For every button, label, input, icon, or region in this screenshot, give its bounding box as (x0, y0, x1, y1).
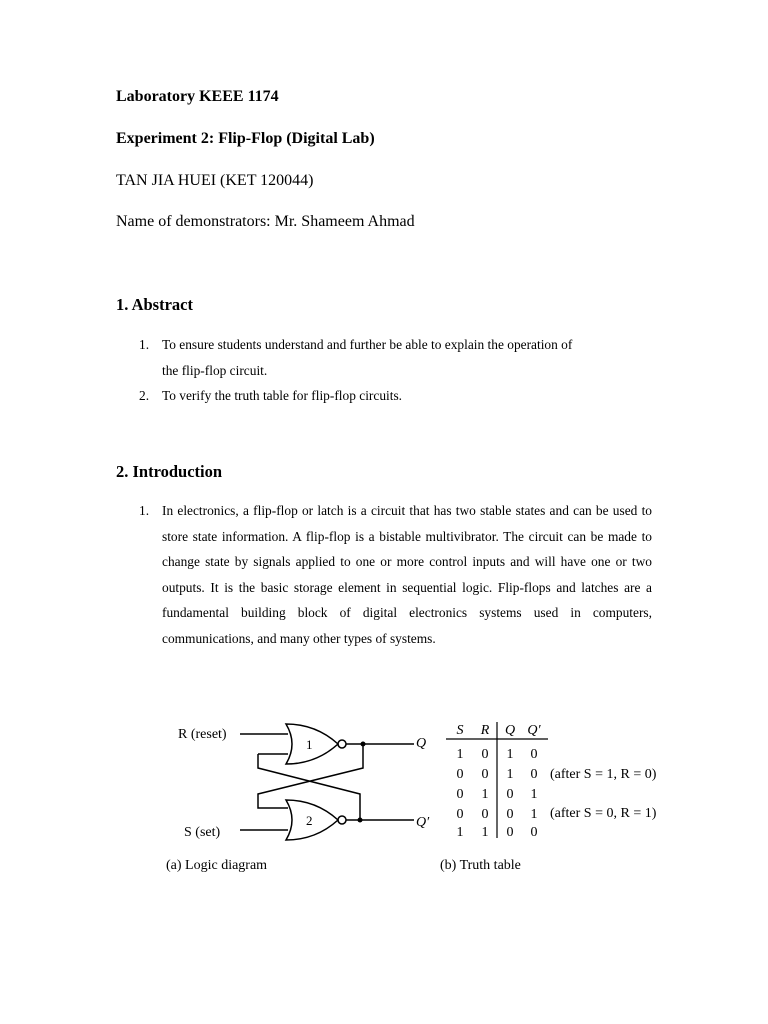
table-cell: 0 (530, 747, 538, 762)
table-note: (after S = 1, R = 0) (550, 767, 657, 782)
table-cell: 0 (456, 807, 464, 822)
experiment-title: Experiment 2: Flip-Flop (Digital Lab) (116, 130, 375, 147)
table-cell: 1 (481, 825, 489, 840)
table-cell: 0 (456, 767, 464, 782)
lab-title: Laboratory KEEE 1174 (116, 88, 279, 105)
table-cell: 1 (456, 825, 464, 840)
gate1-label: 1 (306, 737, 313, 752)
junction-dot (358, 818, 363, 823)
list-item-text: To ensure students understand and further be able to explain the operation of (162, 337, 573, 352)
table-note: (after S = 0, R = 1) (550, 806, 657, 821)
demonstrators-line: Name of demonstrators: Mr. Shameem Ahmad (116, 213, 415, 230)
table-cell: 0 (506, 807, 514, 822)
list-item-number: 2. (139, 388, 150, 403)
table-caption: (b) Truth table (440, 858, 521, 873)
table-cell: 0 (506, 787, 514, 802)
wire-q-feedback (258, 754, 360, 822)
table-cell: 0 (530, 825, 538, 840)
table-cell: 1 (506, 767, 514, 782)
list-item (116, 383, 656, 409)
table-cell: 1 (456, 747, 464, 762)
student-name: TAN JIA HUEI (KET 120044) (116, 172, 314, 189)
introduction-heading: 2. Introduction (116, 462, 223, 481)
gate1-bubble (338, 740, 346, 748)
gate2-label: 2 (306, 813, 313, 828)
introduction-list (116, 498, 652, 651)
list-item-number: 1. (139, 503, 150, 518)
table-cell: 0 (506, 825, 514, 840)
input-r-label: R (reset) (178, 727, 227, 742)
table-cell: 1 (506, 747, 514, 762)
table-cell: 0 (481, 767, 489, 782)
list-item-text: In electronics, a flip-flop or latch is a circuit that has two stable states and can be used to store state information. A flip-flop is a bistable multivibrator. The circuit can be made to change state by signals applied to one or more control inputs and will have one or two outputs. It is the basic storage element in sequential logic. Flip-flops and latches are a fundamental building block of digital electronics systems used in computers, communications, and many other types of systems. (162, 503, 652, 646)
table-header: S (456, 723, 464, 738)
list-item-text: the flip-flop circuit. (162, 362, 268, 378)
list-item (116, 498, 652, 651)
abstract-heading: 1. Abstract (116, 295, 193, 314)
table-header: R (480, 723, 490, 738)
abstract-list (116, 332, 656, 409)
table-cell: 1 (481, 787, 489, 802)
input-s-label: S (set) (184, 825, 221, 840)
table-cell: 0 (456, 787, 464, 802)
table-header: Q (504, 723, 516, 738)
table-cell: 1 (530, 787, 538, 802)
output-q-label: Q (416, 736, 427, 751)
logic-diagram (240, 724, 414, 840)
list-item-number: 1. (139, 337, 150, 352)
flip-flop-figure (160, 712, 720, 882)
diagram-caption: (a) Logic diagram (166, 858, 268, 873)
table-cell: 0 (481, 747, 489, 762)
junction-dot (361, 742, 366, 747)
list-item (116, 332, 656, 383)
gate2-bubble (338, 816, 346, 824)
truth-table (446, 722, 548, 840)
table-cell: 1 (530, 807, 538, 822)
table-cell: 0 (481, 807, 489, 822)
output-qn-label: Q′ (416, 815, 430, 830)
table-header: Q′ (527, 723, 541, 738)
table-cell: 0 (530, 767, 538, 782)
list-item-text: To verify the truth table for flip-flop circuits. (162, 388, 403, 403)
